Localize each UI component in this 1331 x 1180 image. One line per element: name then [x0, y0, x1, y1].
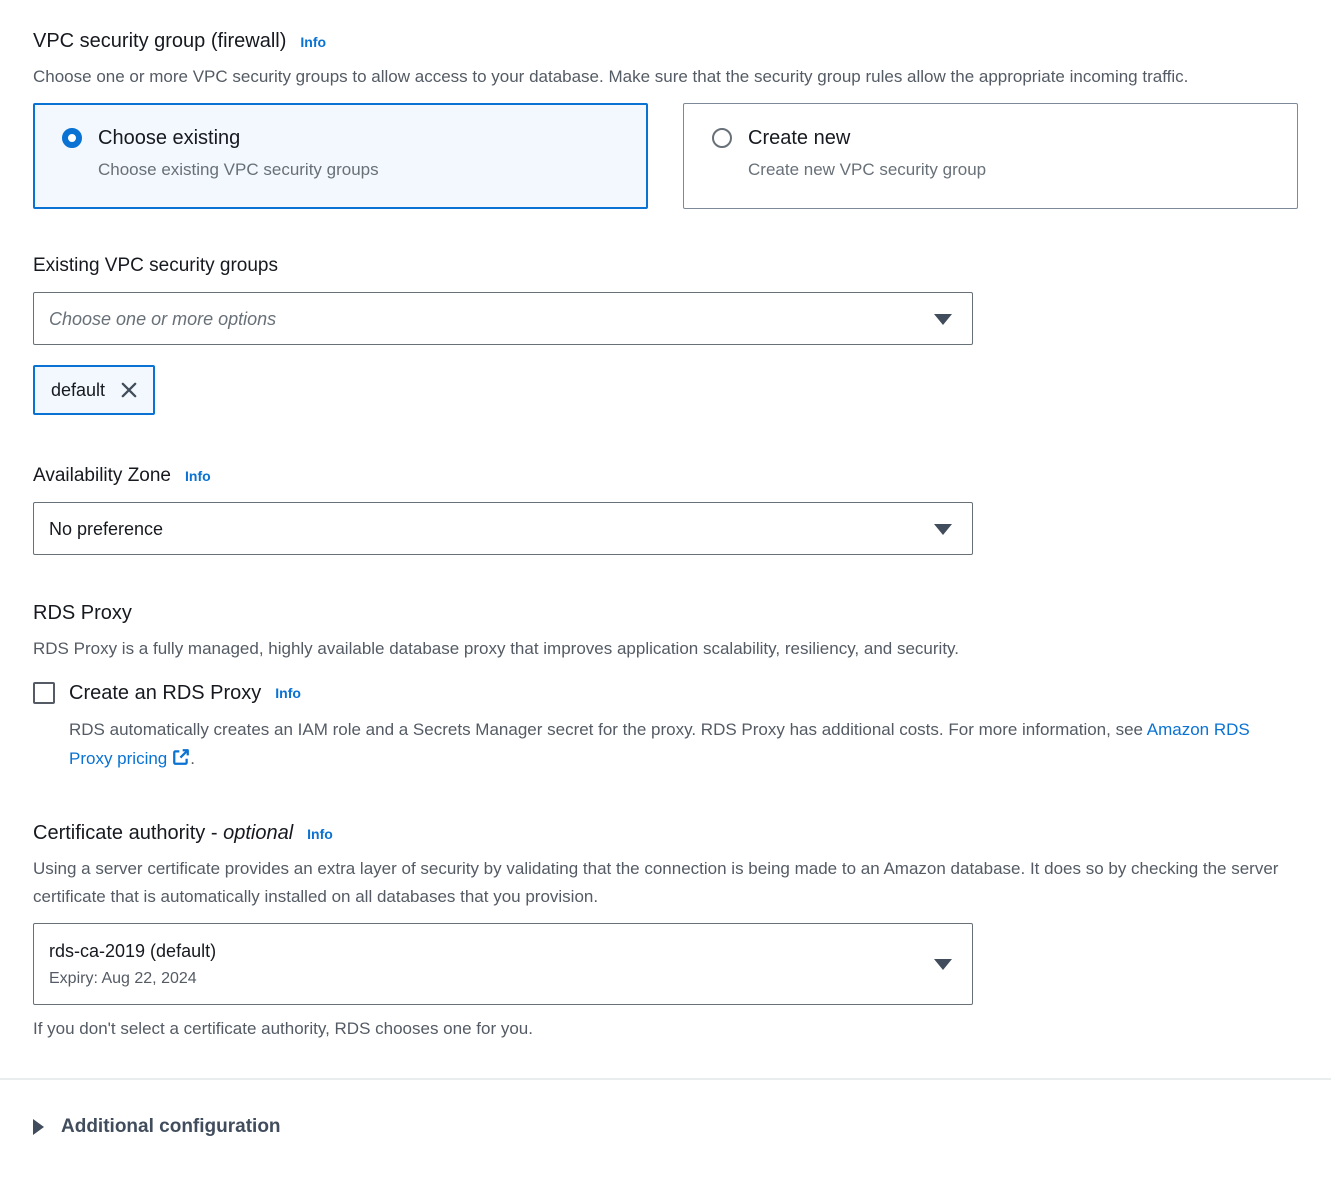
- close-icon: [120, 381, 138, 399]
- vpc-security-group-info-link[interactable]: Info: [300, 34, 327, 50]
- radio-card-title: Choose existing: [98, 127, 241, 149]
- optional-suffix: optional: [223, 822, 294, 844]
- radio-card-choose-existing[interactable]: [33, 103, 648, 209]
- certificate-authority-select[interactable]: [33, 923, 973, 1005]
- rds-proxy-note: [69, 715, 1259, 775]
- availability-zone-info-link[interactable]: Info: [185, 468, 211, 484]
- token-dismiss-button[interactable]: [118, 379, 140, 401]
- radio-unselected-icon[interactable]: [712, 128, 732, 148]
- vpc-security-group-options: [33, 103, 1298, 209]
- certificate-authority-value: rds-ca-2019 (default): [49, 941, 217, 961]
- additional-configuration-label: Additional configuration: [61, 1116, 281, 1137]
- radio-card-description: Create new VPC security group: [748, 160, 987, 179]
- vpc-security-group-description: Choose one or more VPC security groups to allow access to your database. Make sure that the security group rules allow the appropriate incoming traffic.: [33, 67, 1189, 86]
- vpc-security-group-heading-row: [33, 28, 1298, 54]
- availability-zone-value: No preference: [49, 518, 164, 539]
- certificate-authority-heading-row: [33, 820, 1298, 846]
- availability-zone-select[interactable]: [33, 502, 973, 555]
- certificate-authority-title: Certificate authority - optional: [33, 822, 294, 844]
- radio-card-create-new[interactable]: [683, 103, 1298, 209]
- chevron-down-icon: [934, 524, 952, 535]
- existing-groups-token-list: [33, 345, 1298, 415]
- rds-proxy-checkbox[interactable]: [33, 682, 55, 704]
- chevron-right-icon: [33, 1119, 44, 1135]
- section-divider: [0, 1078, 1331, 1080]
- rds-proxy-checkbox-label: Create an RDS Proxy: [69, 682, 262, 704]
- chevron-down-icon: [934, 314, 952, 325]
- certificate-authority-description: Using a server certificate provides an extra layer of security by validating that the connection is being made to an Amazon database. It does so by checking the server certificate that is automatically installed on all databases that you provision.: [33, 859, 1279, 906]
- rds-proxy-info-link[interactable]: Info: [275, 685, 301, 701]
- rds-proxy-checkbox-row: [33, 680, 1298, 706]
- external-link-icon[interactable]: [172, 746, 190, 775]
- availability-zone-heading-row: [33, 464, 1298, 488]
- rds-proxy-note-text: RDS automatically creates an IAM role and a Secrets Manager secret for the proxy. RDS Proxy has additional costs. For more information, see: [69, 720, 1147, 739]
- additional-configuration-expander[interactable]: [33, 1116, 1298, 1138]
- existing-groups-select[interactable]: [33, 292, 973, 345]
- rds-proxy-note-suffix: .: [190, 749, 195, 768]
- rds-proxy-pricing-link[interactable]: Amazon RDS Proxy pricing: [69, 720, 1250, 768]
- certificate-authority-helper: If you don't select a certificate authority, RDS chooses one for you.: [33, 1019, 533, 1038]
- chevron-down-icon: [934, 959, 952, 970]
- existing-groups-placeholder: Choose one or more options: [49, 308, 277, 329]
- rds-proxy-description: RDS Proxy is a fully managed, highly available database proxy that improves application scalability, resiliency, and security.: [33, 639, 960, 658]
- vpc-security-group-title: VPC security group (firewall): [33, 30, 287, 52]
- radio-card-title: Create new: [748, 127, 851, 149]
- token-label: default: [51, 379, 106, 400]
- token-default: [33, 365, 155, 415]
- existing-groups-label: Existing VPC security groups: [33, 255, 278, 276]
- radio-card-description: Choose existing VPC security groups: [98, 160, 379, 179]
- radio-selected-icon[interactable]: [62, 128, 82, 148]
- rds-proxy-title: RDS Proxy: [33, 602, 132, 624]
- availability-zone-label: Availability Zone: [33, 465, 172, 486]
- certificate-authority-info-link[interactable]: Info: [307, 826, 333, 842]
- certificate-authority-expiry: Expiry: Aug 22, 2024: [49, 970, 197, 987]
